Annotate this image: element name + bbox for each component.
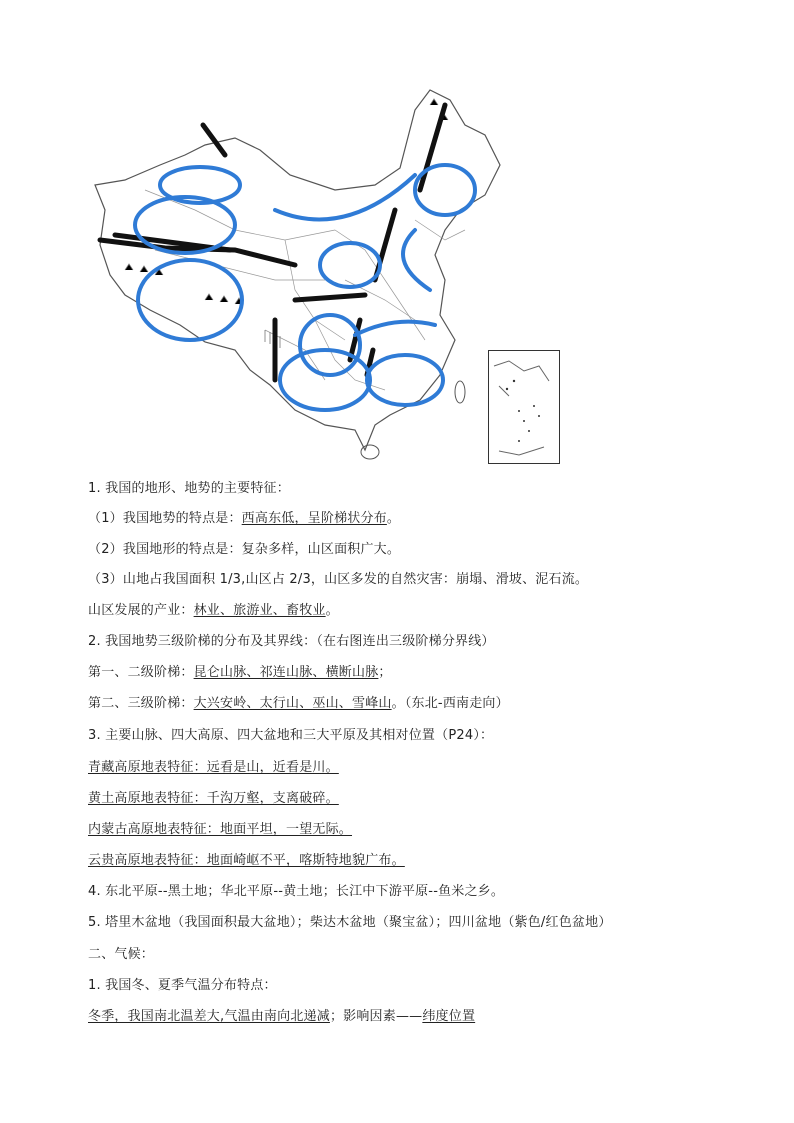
- underline-answer: 林业、旅游业、畜牧业: [193, 603, 326, 618]
- text-line-7: 第一、二级阶梯：昆仑山脉、祁连山脉、横断山脉；: [88, 665, 392, 680]
- hainan-island: [361, 445, 379, 459]
- taiwan-island: [455, 381, 465, 403]
- text-line-8: 第二、三级阶梯：大兴安岭、太行山、巫山、雪峰山。（东北-西南走向）: [88, 696, 509, 711]
- text-line-5: 山区发展的产业：林业、旅游业、畜牧业。: [88, 603, 339, 618]
- text-line-10: 青藏高原地表特征：远看是山，近看是川。: [88, 760, 339, 775]
- text-line-15: 5. 塔里木盆地（我国面积最大盆地）；柴达木盆地（聚宝盆）；四川盆地（紫色/红色盆地）: [88, 915, 612, 930]
- underline-answer: 昆仑山脉、祁连山脉、横断山脉: [193, 665, 379, 680]
- text-line-9: 3. 主要山脉、四大高原、四大盆地和三大平原及其相对位置（P24）：: [88, 728, 494, 743]
- underline-answer: 西高东低，呈阶梯状分布: [241, 511, 387, 526]
- text-line-3: （2）我国地形的特点是：复杂多样，山区面积广大。: [88, 542, 401, 557]
- text-line-11: 黄土高原地表特征：千沟万壑，支离破碎。: [88, 791, 339, 806]
- text-line-12: 内蒙古高原地表特征：地面平坦，一望无际。: [88, 822, 353, 837]
- underline-answer: 纬度位置: [422, 1009, 476, 1024]
- step-boundary-lines: [100, 105, 445, 380]
- text-line-17: 1. 我国冬、夏季气温分布特点：: [88, 978, 277, 993]
- annotation-circles: [135, 165, 475, 410]
- underline-answer: 冬季，我国南北温差大,气温由南向北递减: [88, 1009, 330, 1024]
- text-line-18: 冬季，我国南北温差大,气温由南向北递减；影响因素——纬度位置: [88, 1009, 476, 1024]
- south-china-sea-inset: [488, 350, 560, 464]
- inset-map: [489, 351, 559, 463]
- text-line-6: 2. 我国地势三级阶梯的分布及其界线：（在右图连出三级阶梯分界线）: [88, 634, 495, 649]
- text-line-14: 4. 东北平原--黑土地；华北平原--黄土地；长江中下游平原--鱼米之乡。: [88, 884, 505, 899]
- underline-answer: 大兴安岭、太行山、巫山、雪峰山: [193, 696, 392, 711]
- text-line-4: （3）山地占我国面积 1/3,山区占 2/3，山区多发的自然灾害：崩塌、滑坡、泥石流。: [88, 572, 589, 587]
- text-line-2: （1）我国地势的特点是：西高东低，呈阶梯状分布。: [88, 511, 401, 526]
- section-heading-climate: 二、气候：: [88, 947, 155, 962]
- text-line-1: 1. 我国的地形、地势的主要特征：: [88, 481, 290, 496]
- text-line-13: 云贵高原地表特征：地面崎岖不平，喀斯特地貌广布。: [88, 853, 405, 868]
